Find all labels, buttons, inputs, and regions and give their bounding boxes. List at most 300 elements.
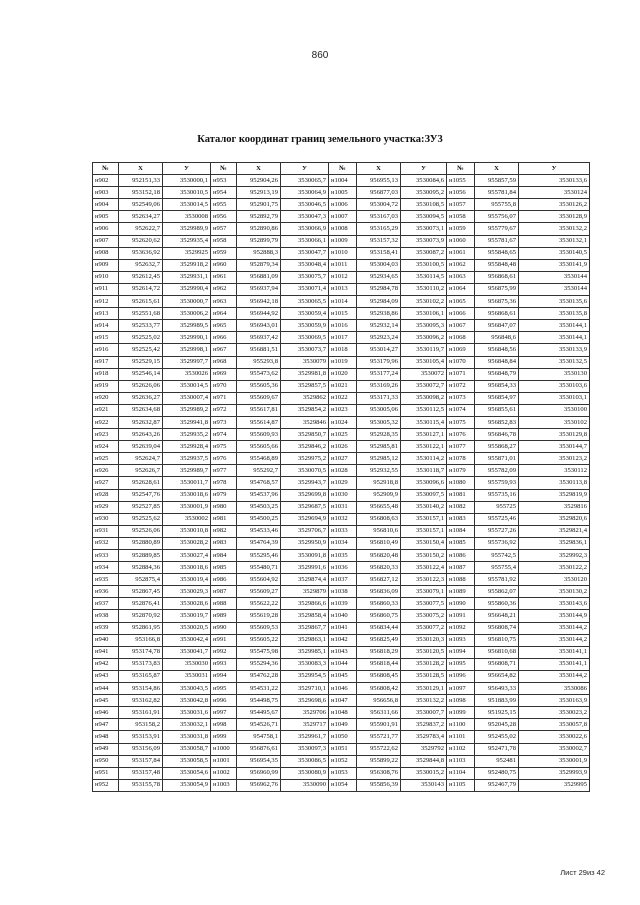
point-number-cell: н918 — [93, 368, 119, 380]
y-coordinate-cell: 3530120 — [519, 574, 590, 586]
point-number-cell: н1004 — [329, 175, 357, 187]
y-coordinate-cell: 3530097,3 — [281, 743, 329, 755]
y-coordinate-cell: 3530028,6 — [163, 598, 211, 610]
point-number-cell: н1048 — [329, 707, 357, 719]
x-coordinate-cell: 955609,93 — [237, 429, 281, 441]
x-coordinate-cell: 955848,48 — [475, 259, 519, 271]
x-coordinate-cell: 953004,03 — [357, 259, 401, 271]
x-coordinate-cell: 954758,1 — [237, 731, 281, 743]
x-coordinate-cell: 956654,82 — [475, 670, 519, 682]
x-coordinate-cell: 953165,29 — [357, 223, 401, 235]
x-coordinate-cell: 954498,75 — [237, 695, 281, 707]
point-number-cell: н998 — [211, 719, 237, 731]
table-row — [93, 731, 590, 743]
point-number-cell: н952 — [93, 779, 119, 791]
point-number-cell: н977 — [211, 465, 237, 477]
point-number-cell: н1064 — [447, 283, 475, 295]
y-coordinate-cell: 3530007,4 — [163, 392, 211, 404]
point-number-cell: н1059 — [447, 223, 475, 235]
point-number-cell: н923 — [93, 429, 119, 441]
table-row — [93, 767, 590, 779]
x-coordinate-cell: 955605,36 — [237, 380, 281, 392]
x-coordinate-cell: 952918,8 — [357, 477, 401, 489]
x-coordinate-cell: 955742,5 — [475, 550, 519, 562]
table-row — [93, 501, 590, 513]
point-number-cell: н1058 — [447, 211, 475, 223]
point-number-cell: н1044 — [329, 658, 357, 670]
y-coordinate-cell: 3530095,3 — [401, 320, 447, 332]
y-coordinate-cell: 3530026 — [163, 368, 211, 380]
y-coordinate-cell: 3530058,5 — [163, 755, 211, 767]
table-row — [93, 429, 590, 441]
point-number-cell: н915 — [93, 332, 119, 344]
x-coordinate-cell: 955722,62 — [357, 743, 401, 755]
point-number-cell: н1072 — [447, 380, 475, 392]
point-number-cell: н1011 — [329, 259, 357, 271]
x-coordinate-cell: 953167,03 — [357, 211, 401, 223]
x-coordinate-cell: 952626,7 — [119, 465, 163, 477]
y-coordinate-cell: 3530128,9 — [519, 211, 590, 223]
y-coordinate-cell: 3530014,5 — [163, 199, 211, 211]
x-coordinate-cell: 956875,99 — [475, 283, 519, 295]
y-coordinate-cell: 3530054,9 — [163, 779, 211, 791]
point-number-cell: н934 — [93, 562, 119, 574]
x-coordinate-cell: 955735,16 — [475, 489, 519, 501]
x-coordinate-cell: 956942,18 — [237, 296, 281, 308]
table-row — [93, 537, 590, 549]
point-number-cell: н1039 — [329, 598, 357, 610]
point-number-cell: н978 — [211, 477, 237, 489]
point-number-cell: н1078 — [447, 453, 475, 465]
x-coordinate-cell: 955862,07 — [475, 586, 519, 598]
point-number-cell: н946 — [93, 707, 119, 719]
y-coordinate-cell: 3530144,7 — [519, 441, 590, 453]
x-coordinate-cell: 953177,24 — [357, 368, 401, 380]
x-coordinate-cell: 952875,4 — [119, 574, 163, 586]
y-coordinate-cell: 3530008 — [163, 211, 211, 223]
point-number-cell: н993 — [211, 658, 237, 670]
y-coordinate-cell: 3529867,7 — [281, 622, 329, 634]
table-row — [93, 416, 590, 428]
x-coordinate-cell: 956493,33 — [475, 683, 519, 695]
point-number-cell: н955 — [211, 199, 237, 211]
point-number-cell: н1082 — [447, 501, 475, 513]
table-row — [93, 586, 590, 598]
y-coordinate-cell: 3529954,5 — [281, 670, 329, 682]
point-number-cell: н903 — [93, 187, 119, 199]
point-number-cell: н1027 — [329, 453, 357, 465]
y-coordinate-cell: 3530128,5 — [401, 670, 447, 682]
point-number-cell: н1093 — [447, 634, 475, 646]
table-row — [93, 670, 590, 682]
y-coordinate-cell: 3529699,8 — [281, 489, 329, 501]
y-coordinate-cell: 3530091,8 — [281, 550, 329, 562]
x-coordinate-cell: 952547,76 — [119, 489, 163, 501]
x-coordinate-cell: 954495,67 — [237, 707, 281, 719]
x-coordinate-cell: 955622,22 — [237, 598, 281, 610]
y-coordinate-cell: 3529975,2 — [281, 453, 329, 465]
y-coordinate-cell: 3530106,1 — [401, 308, 447, 320]
y-coordinate-cell: 3530098,2 — [401, 392, 447, 404]
y-coordinate-cell: 3529989,7 — [163, 465, 211, 477]
y-coordinate-cell: 3530002 — [163, 513, 211, 525]
y-coordinate-cell: 3530084,6 — [401, 175, 447, 187]
x-coordinate-cell: 952889,85 — [119, 550, 163, 562]
point-number-cell: н1096 — [447, 670, 475, 682]
table-row — [93, 392, 590, 404]
point-number-cell: н1056 — [447, 187, 475, 199]
x-coordinate-cell: 955756,07 — [475, 211, 519, 223]
point-number-cell: н961 — [211, 271, 237, 283]
x-coordinate-cell: 954533,46 — [237, 525, 281, 537]
x-coordinate-cell: 952529,15 — [119, 356, 163, 368]
y-coordinate-cell: 3530000,7 — [163, 296, 211, 308]
point-number-cell: н959 — [211, 247, 237, 259]
y-coordinate-cell: 3529931,1 — [163, 271, 211, 283]
y-coordinate-cell: 3530031,8 — [163, 731, 211, 743]
y-coordinate-cell: 3529989,9 — [163, 223, 211, 235]
y-coordinate-cell: 3530124 — [519, 187, 590, 199]
table-row — [93, 779, 590, 791]
x-coordinate-cell: 955856,39 — [357, 779, 401, 791]
y-coordinate-cell: 3530028,2 — [163, 537, 211, 549]
y-coordinate-cell: 3529863,1 — [281, 634, 329, 646]
y-coordinate-cell: 3530031,6 — [163, 707, 211, 719]
point-number-cell: н924 — [93, 441, 119, 453]
x-coordinate-cell: 955857,59 — [475, 175, 519, 187]
y-coordinate-cell: 3530080,9 — [281, 767, 329, 779]
x-coordinate-cell: 952628,61 — [119, 477, 163, 489]
y-coordinate-cell: 3530133,6 — [519, 175, 590, 187]
point-number-cell: н1000 — [211, 743, 237, 755]
y-coordinate-cell: 3529836,1 — [519, 537, 590, 549]
point-number-cell: н1041 — [329, 622, 357, 634]
y-coordinate-cell: 3530094,5 — [401, 211, 447, 223]
y-coordinate-cell: 3529846,2 — [281, 441, 329, 453]
table-row — [93, 199, 590, 211]
point-number-cell: н907 — [93, 235, 119, 247]
x-coordinate-cell: 952533,77 — [119, 320, 163, 332]
point-number-cell: н1071 — [447, 368, 475, 380]
x-coordinate-cell: 952634,27 — [119, 211, 163, 223]
point-number-cell: н985 — [211, 562, 237, 574]
point-number-cell: н951 — [93, 767, 119, 779]
table-row — [93, 404, 590, 416]
table-row — [93, 719, 590, 731]
point-number-cell: н1029 — [329, 477, 357, 489]
y-coordinate-cell: 3530132,1 — [519, 235, 590, 247]
x-coordinate-cell: 952899,79 — [237, 235, 281, 247]
x-coordinate-cell: 952884,36 — [119, 562, 163, 574]
x-coordinate-cell: 956854,33 — [475, 380, 519, 392]
x-coordinate-cell: 952985,81 — [357, 441, 401, 453]
y-coordinate-cell: 3529928,4 — [163, 441, 211, 453]
point-number-cell: н922 — [93, 416, 119, 428]
y-coordinate-cell: 3530006,2 — [163, 308, 211, 320]
x-coordinate-cell: 956810,6 — [357, 525, 401, 537]
y-coordinate-cell: 3529985,1 — [281, 646, 329, 658]
y-coordinate-cell: 3529937,5 — [163, 453, 211, 465]
point-number-cell: н1012 — [329, 271, 357, 283]
y-coordinate-cell: 3530141,1 — [519, 646, 590, 658]
y-coordinate-cell: 3530015,2 — [401, 767, 447, 779]
point-number-cell: н1098 — [447, 695, 475, 707]
point-number-cell: н1026 — [329, 441, 357, 453]
y-coordinate-cell: 3530046,5 — [281, 199, 329, 211]
x-coordinate-cell: 956848,79 — [475, 368, 519, 380]
y-coordinate-cell: 3530001,9 — [519, 755, 590, 767]
x-coordinate-cell: 956876,61 — [237, 743, 281, 755]
point-number-cell: н1060 — [447, 235, 475, 247]
x-coordinate-cell: 952525,02 — [119, 332, 163, 344]
point-number-cell: н1050 — [329, 731, 357, 743]
y-coordinate-cell: 3530144,2 — [519, 670, 590, 682]
point-number-cell: н1008 — [329, 223, 357, 235]
x-coordinate-cell: 955901,91 — [357, 719, 401, 731]
x-coordinate-cell: 953157,84 — [119, 755, 163, 767]
x-coordinate-cell: 953154,86 — [119, 683, 163, 695]
table-row — [93, 562, 590, 574]
point-number-cell: н933 — [93, 550, 119, 562]
point-number-cell: н1081 — [447, 489, 475, 501]
y-coordinate-cell: 3530066,1 — [281, 235, 329, 247]
y-coordinate-cell: 3530144 — [519, 271, 590, 283]
y-coordinate-cell: 3530100 — [519, 404, 590, 416]
x-coordinate-cell: 954531,22 — [237, 683, 281, 695]
y-coordinate-cell: 3529783,4 — [401, 731, 447, 743]
y-coordinate-cell: 3530075,2 — [401, 610, 447, 622]
point-number-cell: н1002 — [211, 767, 237, 779]
y-coordinate-cell: 3530073,9 — [401, 235, 447, 247]
x-coordinate-cell: 953171,33 — [357, 392, 401, 404]
point-number-cell: н1047 — [329, 695, 357, 707]
page-number: 860 — [311, 50, 329, 61]
point-number-cell: н929 — [93, 501, 119, 513]
y-coordinate-cell: 3530120,5 — [401, 646, 447, 658]
y-coordinate-cell: 3530079,1 — [401, 586, 447, 598]
table-row — [93, 695, 590, 707]
x-coordinate-cell: 952909,9 — [357, 489, 401, 501]
point-number-cell: н912 — [93, 296, 119, 308]
x-coordinate-cell: 955781,92 — [475, 574, 519, 586]
y-coordinate-cell: 3530108,5 — [401, 199, 447, 211]
point-number-cell: н902 — [93, 175, 119, 187]
point-number-cell: н953 — [211, 175, 237, 187]
x-coordinate-cell: 952904,26 — [237, 175, 281, 187]
y-coordinate-cell: 3529997,7 — [163, 356, 211, 368]
y-coordinate-cell: 3529710,1 — [281, 683, 329, 695]
point-number-cell: н930 — [93, 513, 119, 525]
point-number-cell: н942 — [93, 658, 119, 670]
point-number-cell: н981 — [211, 513, 237, 525]
column-header: № — [211, 163, 237, 175]
x-coordinate-cell: 955473,62 — [237, 368, 281, 380]
y-coordinate-cell: 3530001,9 — [163, 501, 211, 513]
y-coordinate-cell: 3530057,8 — [519, 719, 590, 731]
x-coordinate-cell: 956852,83 — [475, 416, 519, 428]
x-coordinate-cell: 952549,06 — [119, 199, 163, 211]
point-number-cell: н919 — [93, 380, 119, 392]
x-coordinate-cell: 956937,94 — [237, 283, 281, 295]
point-number-cell: н945 — [93, 695, 119, 707]
x-coordinate-cell: 952928,35 — [357, 429, 401, 441]
y-coordinate-cell: 3530087,2 — [401, 247, 447, 259]
x-coordinate-cell: 952471,78 — [475, 743, 519, 755]
x-coordinate-cell: 955725,46 — [475, 513, 519, 525]
point-number-cell: н1043 — [329, 646, 357, 658]
y-coordinate-cell: 3530110,2 — [401, 283, 447, 295]
point-number-cell: н1085 — [447, 537, 475, 549]
x-coordinate-cell: 956818,44 — [357, 658, 401, 670]
y-coordinate-cell: 3529862 — [281, 392, 329, 404]
x-coordinate-cell: 956818,29 — [357, 646, 401, 658]
table-row — [93, 489, 590, 501]
y-coordinate-cell: 3530122,3 — [401, 574, 447, 586]
point-number-cell: н950 — [93, 755, 119, 767]
y-coordinate-cell: 3530112,5 — [401, 404, 447, 416]
point-number-cell: н999 — [211, 731, 237, 743]
point-number-cell: н1003 — [211, 779, 237, 791]
y-coordinate-cell: 3529816 — [519, 501, 590, 513]
y-coordinate-cell: 3529943,7 — [281, 477, 329, 489]
point-number-cell: н906 — [93, 223, 119, 235]
point-number-cell: н1020 — [329, 368, 357, 380]
table-row — [93, 356, 590, 368]
x-coordinate-cell: 956820,48 — [357, 550, 401, 562]
x-coordinate-cell: 956868,61 — [475, 271, 519, 283]
x-coordinate-cell: 955736,92 — [475, 537, 519, 549]
y-coordinate-cell: 3529991,6 — [281, 562, 329, 574]
point-number-cell: н1016 — [329, 320, 357, 332]
column-header: X — [237, 163, 281, 175]
point-number-cell: н956 — [211, 211, 237, 223]
x-coordinate-cell: 952525,62 — [119, 513, 163, 525]
y-coordinate-cell: 3530096,2 — [401, 332, 447, 344]
y-coordinate-cell: 3530019,4 — [163, 574, 211, 586]
point-number-cell: н965 — [211, 320, 237, 332]
point-number-cell: н1101 — [447, 731, 475, 743]
point-number-cell: н1062 — [447, 259, 475, 271]
y-coordinate-cell: 3529990,4 — [163, 283, 211, 295]
x-coordinate-cell: 952984,09 — [357, 296, 401, 308]
point-number-cell: н1070 — [447, 356, 475, 368]
x-coordinate-cell: 953152,18 — [119, 187, 163, 199]
y-coordinate-cell: 3530090 — [281, 779, 329, 791]
table-row — [93, 513, 590, 525]
y-coordinate-cell: 3529821,4 — [519, 525, 590, 537]
x-coordinate-cell: 956944,92 — [237, 308, 281, 320]
x-coordinate-cell: 952622,7 — [119, 223, 163, 235]
y-coordinate-cell: 3530018,6 — [163, 562, 211, 574]
x-coordinate-cell: 955619,28 — [237, 610, 281, 622]
point-number-cell: н928 — [93, 489, 119, 501]
point-number-cell: н1087 — [447, 562, 475, 574]
x-coordinate-cell: 952861,95 — [119, 622, 163, 634]
table-row — [93, 634, 590, 646]
table-row — [93, 477, 590, 489]
y-coordinate-cell: 3530132,2 — [401, 695, 447, 707]
y-coordinate-cell: 3530071,4 — [281, 283, 329, 295]
point-number-cell: н970 — [211, 380, 237, 392]
point-number-cell: н944 — [93, 683, 119, 695]
point-number-cell: н989 — [211, 610, 237, 622]
y-coordinate-cell: 3530072,7 — [401, 380, 447, 392]
y-coordinate-cell: 3530022,6 — [519, 731, 590, 743]
x-coordinate-cell: 953005,06 — [357, 404, 401, 416]
y-coordinate-cell: 3530102,2 — [401, 296, 447, 308]
y-coordinate-cell: 3530064,9 — [281, 187, 329, 199]
x-coordinate-cell: 952527,85 — [119, 501, 163, 513]
y-coordinate-cell: 3529925 — [163, 247, 211, 259]
y-coordinate-cell: 3529694,9 — [281, 513, 329, 525]
table-row — [93, 622, 590, 634]
x-coordinate-cell: 953153,91 — [119, 731, 163, 743]
point-number-cell: н1014 — [329, 296, 357, 308]
coordinates-table — [92, 162, 590, 792]
x-coordinate-cell: 952632,7 — [119, 259, 163, 271]
point-number-cell: н1019 — [329, 356, 357, 368]
point-number-cell: н911 — [93, 283, 119, 295]
x-coordinate-cell: 952913,19 — [237, 187, 281, 199]
x-coordinate-cell: 952932,14 — [357, 320, 401, 332]
table-row — [93, 211, 590, 223]
y-coordinate-cell: 3529961,7 — [281, 731, 329, 743]
x-coordinate-cell: 955759,93 — [475, 477, 519, 489]
point-number-cell: н1100 — [447, 719, 475, 731]
y-coordinate-cell: 3530042,8 — [163, 695, 211, 707]
point-number-cell: н1105 — [447, 779, 475, 791]
x-coordinate-cell: 956648,21 — [475, 610, 519, 622]
point-number-cell: н1080 — [447, 477, 475, 489]
y-coordinate-cell: 3530043,5 — [163, 683, 211, 695]
x-coordinate-cell: 952481 — [475, 755, 519, 767]
point-number-cell: н1092 — [447, 622, 475, 634]
x-coordinate-cell: 955292,7 — [237, 465, 281, 477]
x-coordinate-cell: 952923,24 — [357, 332, 401, 344]
point-number-cell: н920 — [93, 392, 119, 404]
y-coordinate-cell: 3530132,2 — [519, 223, 590, 235]
point-number-cell: н937 — [93, 598, 119, 610]
point-number-cell: н994 — [211, 670, 237, 682]
y-coordinate-cell: 3530027,4 — [163, 550, 211, 562]
point-number-cell: н940 — [93, 634, 119, 646]
y-coordinate-cell: 3529717 — [281, 719, 329, 731]
x-coordinate-cell: 952045,28 — [475, 719, 519, 731]
point-number-cell: н962 — [211, 283, 237, 295]
point-number-cell: н1079 — [447, 465, 475, 477]
point-number-cell: н1083 — [447, 513, 475, 525]
x-coordinate-cell: 952612,45 — [119, 271, 163, 283]
y-coordinate-cell: 3529935,4 — [163, 235, 211, 247]
point-number-cell: н931 — [93, 525, 119, 537]
y-coordinate-cell: 3530066,9 — [281, 223, 329, 235]
point-number-cell: н988 — [211, 598, 237, 610]
point-number-cell: н1031 — [329, 501, 357, 513]
y-coordinate-cell: 3529857,5 — [281, 380, 329, 392]
column-header: X — [475, 163, 519, 175]
y-coordinate-cell: 3529850,7 — [281, 429, 329, 441]
y-coordinate-cell: 3529820,6 — [519, 513, 590, 525]
point-number-cell: н1038 — [329, 586, 357, 598]
point-number-cell: н966 — [211, 332, 237, 344]
point-number-cell: н905 — [93, 211, 119, 223]
x-coordinate-cell: 955781,84 — [475, 187, 519, 199]
table-row — [93, 296, 590, 308]
x-coordinate-cell: 952546,14 — [119, 368, 163, 380]
y-coordinate-cell: 3529866,6 — [281, 598, 329, 610]
y-coordinate-cell: 3530059,4 — [281, 308, 329, 320]
x-coordinate-cell: 956943,01 — [237, 320, 281, 332]
